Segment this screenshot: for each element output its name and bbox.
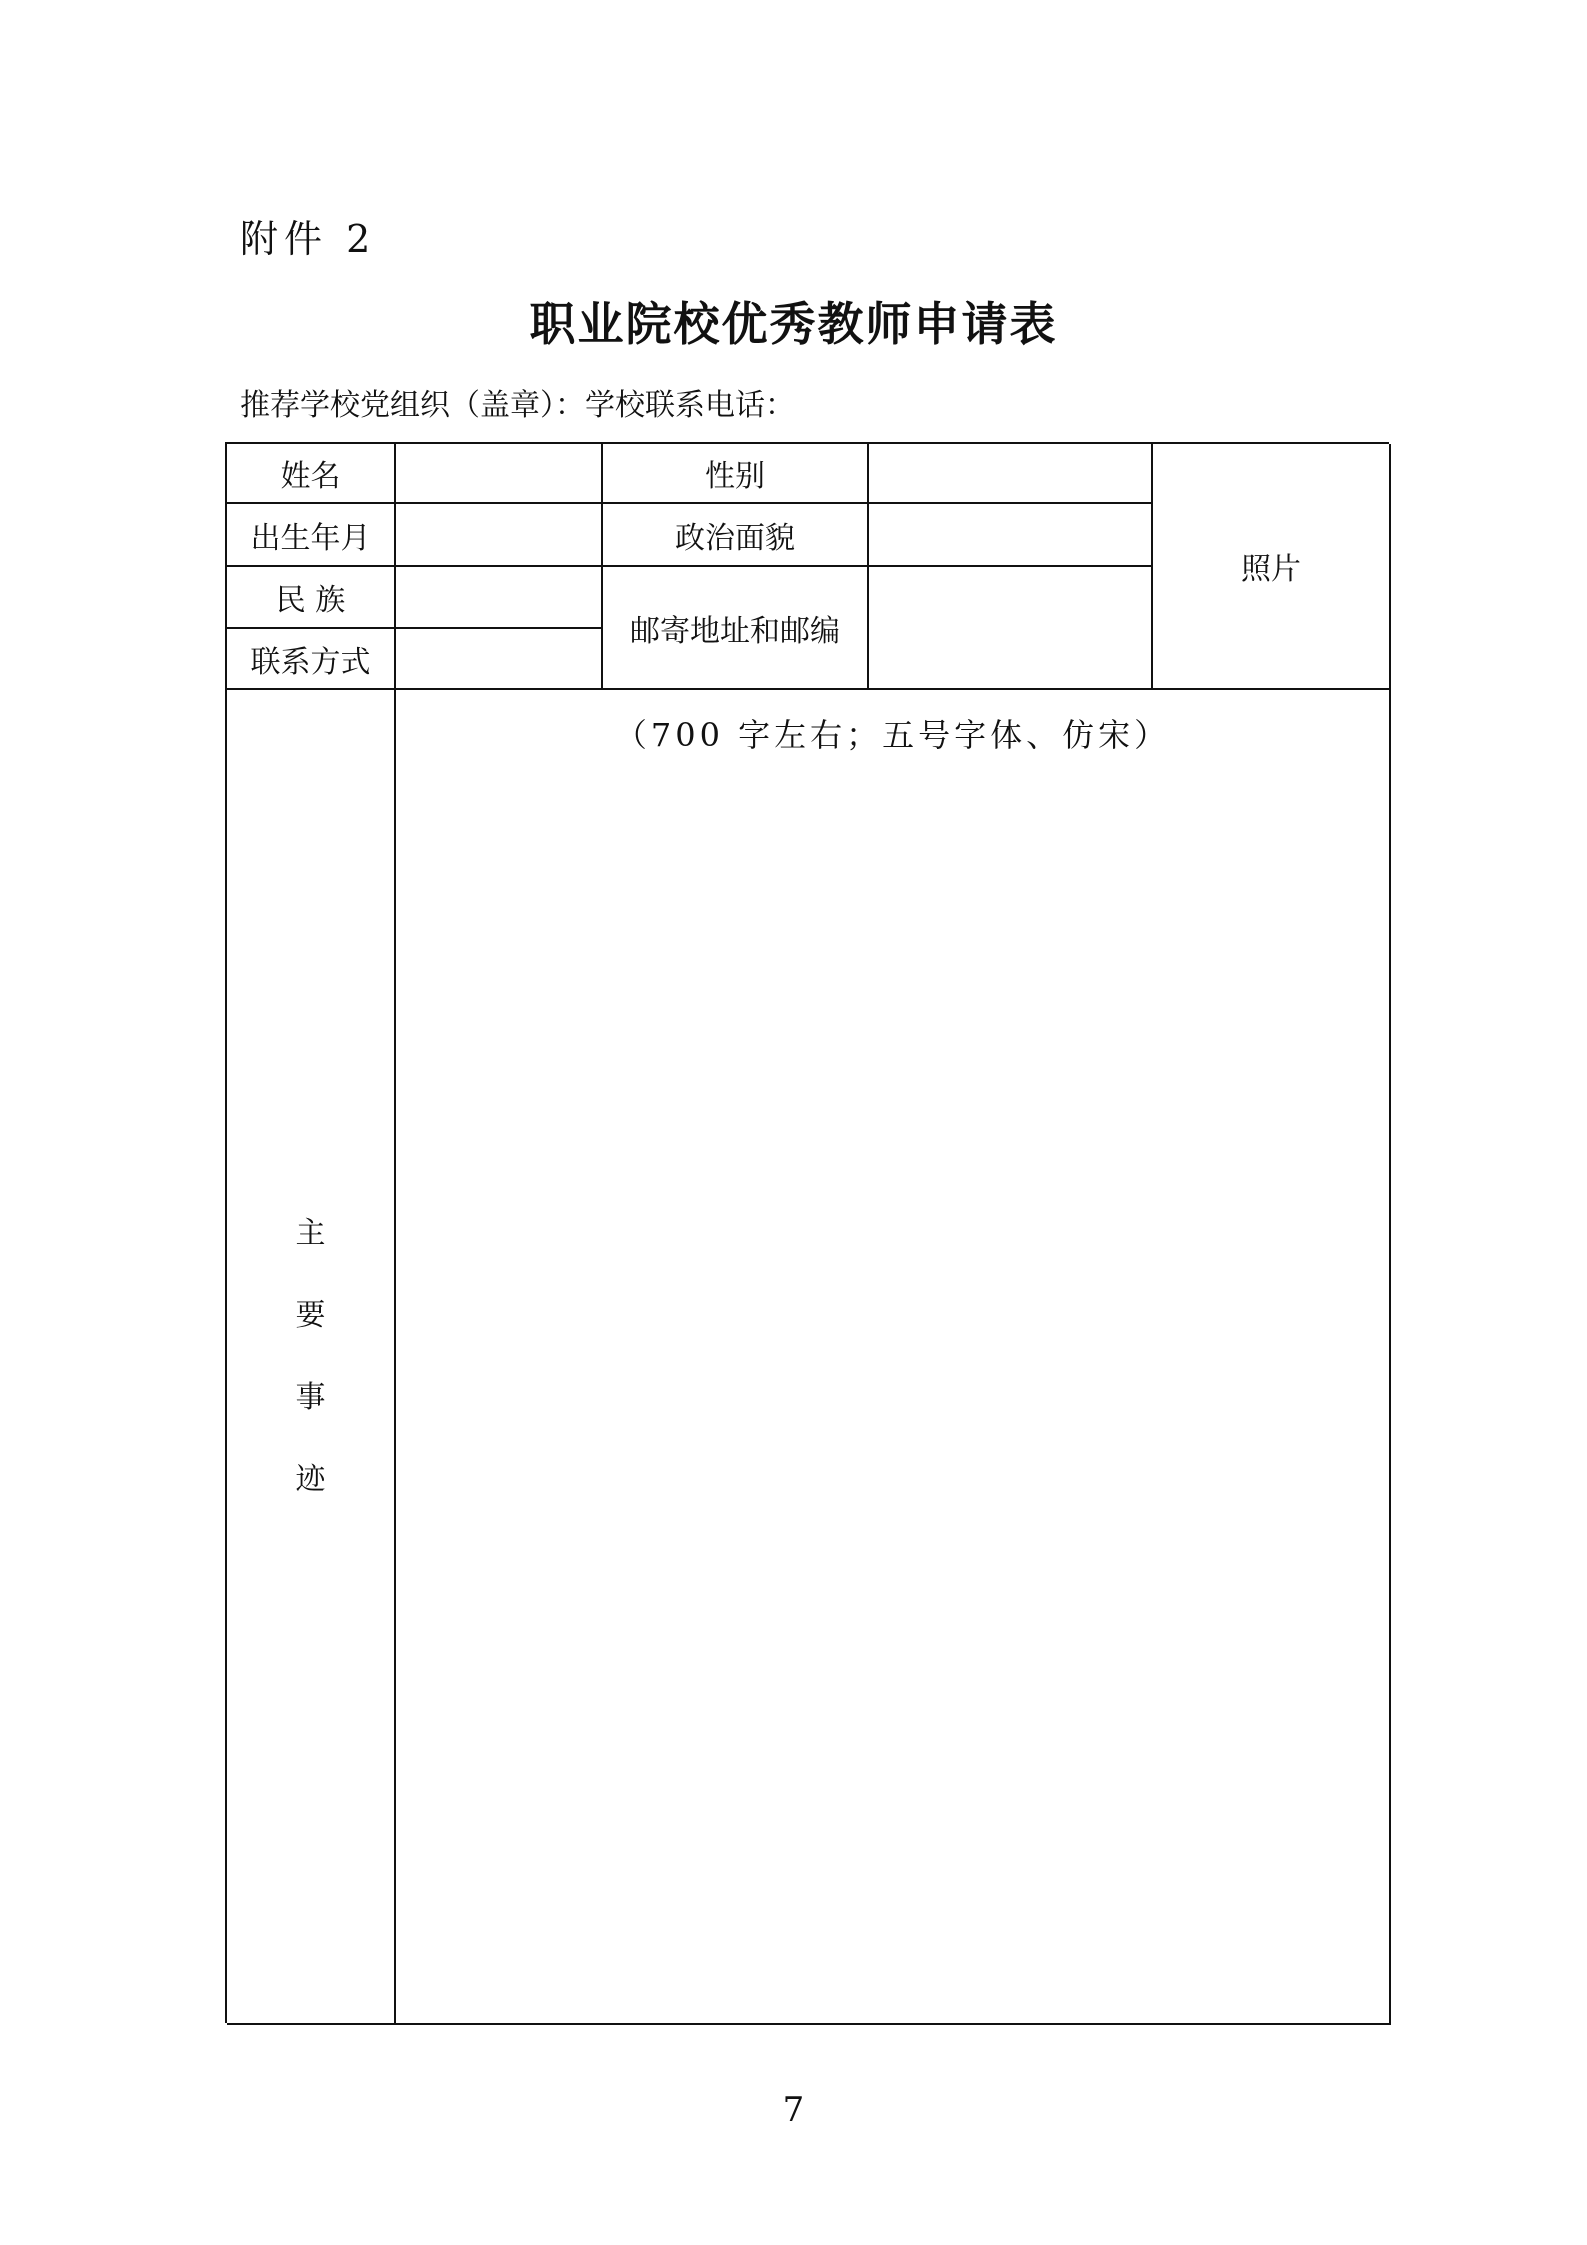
name-label: 姓名 xyxy=(227,444,396,504)
main-deeds-label xyxy=(227,690,396,2025)
ethnicity-field[interactable] xyxy=(396,567,603,629)
address-label: 邮寄地址和邮编 xyxy=(603,567,869,690)
page-number: 7 xyxy=(782,2090,805,2130)
photo-label: 照片 xyxy=(1241,552,1301,587)
ethnicity-label: 民 族 xyxy=(227,567,396,629)
political-status-field[interactable] xyxy=(869,504,1153,567)
contact-label: 联系方式 xyxy=(227,629,396,690)
political-status-label: 政治面貌 xyxy=(603,504,869,567)
birth-label: 出生年月 xyxy=(227,504,396,567)
photo-box[interactable] xyxy=(1153,444,1391,690)
name-field[interactable] xyxy=(396,444,603,504)
application-form-table xyxy=(225,442,1389,2023)
main-deeds-label-char: 要 xyxy=(295,1297,326,1333)
form-title: 职业院校优秀教师申请表 xyxy=(529,297,1058,351)
main-deeds-label-char: 事 xyxy=(295,1379,326,1415)
main-deeds-label-char: 主 xyxy=(295,1215,326,1251)
main-deeds-hint: （700 字左右；五号字体、仿宋） xyxy=(614,716,1171,754)
recommend-line: 推荐学校党组织（盖章）：学校联系电话： xyxy=(240,388,795,423)
birth-field[interactable] xyxy=(396,504,603,567)
contact-field[interactable] xyxy=(396,629,603,690)
address-field[interactable] xyxy=(869,567,1153,690)
main-deeds-label-char: 迹 xyxy=(295,1461,326,1497)
gender-label: 性别 xyxy=(603,444,869,504)
attachment-label: 附件 2 xyxy=(240,217,377,261)
gender-field[interactable] xyxy=(869,444,1153,504)
main-deeds-field[interactable] xyxy=(396,690,1391,2025)
